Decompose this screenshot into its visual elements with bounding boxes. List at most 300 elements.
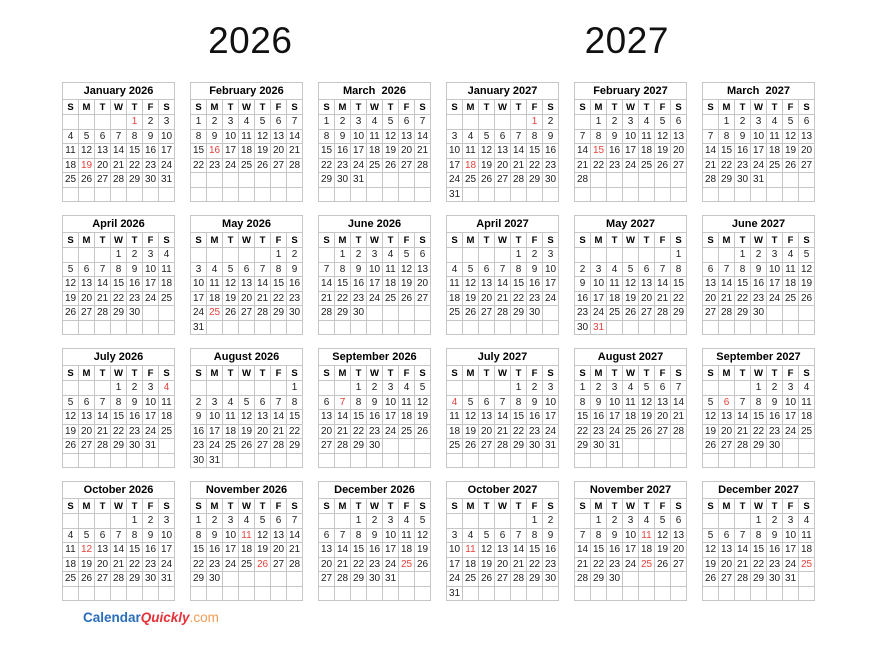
day-cell: 28: [703, 173, 719, 188]
day-cell: 1: [575, 381, 591, 396]
empty-day-cell: [95, 187, 111, 202]
empty-day-cell: [191, 248, 207, 263]
empty-day-cell: [111, 187, 127, 202]
day-cell: 19: [783, 144, 799, 159]
weekday-header: F: [399, 233, 415, 248]
day-cell: 17: [351, 144, 367, 159]
day-cell: 5: [255, 514, 271, 529]
day-cell: 17: [143, 410, 159, 425]
day-cell: 10: [223, 528, 239, 543]
empty-day-cell: [719, 381, 735, 396]
day-cell: 8: [719, 129, 735, 144]
day-cell: 26: [463, 439, 479, 454]
day-cell: 28: [575, 572, 591, 587]
weekday-header: T: [735, 366, 751, 381]
day-cell: 1: [671, 248, 687, 263]
empty-day-cell: [111, 320, 127, 335]
month-title-october-2027: October 2027: [447, 482, 559, 499]
day-cell: 1: [287, 381, 303, 396]
day-cell: 7: [671, 381, 687, 396]
empty-day-cell: [415, 439, 431, 454]
day-cell: 19: [63, 291, 79, 306]
day-cell: 23: [287, 291, 303, 306]
day-cell: 13: [655, 395, 671, 410]
day-cell: 26: [623, 306, 639, 321]
empty-day-cell: [79, 586, 95, 601]
day-cell: 20: [239, 291, 255, 306]
empty-day-cell: [495, 453, 511, 468]
day-cell: 24: [191, 306, 207, 321]
day-cell: 5: [415, 514, 431, 529]
empty-day-cell: [703, 187, 719, 202]
holiday-day-cell: 25: [399, 557, 415, 572]
day-cell: 24: [783, 557, 799, 572]
day-cell: 17: [783, 410, 799, 425]
day-cell: 2: [575, 262, 591, 277]
day-cell: 30: [287, 306, 303, 321]
empty-day-cell: [255, 586, 271, 601]
holiday-day-cell: 16: [207, 144, 223, 159]
day-cell: 10: [783, 395, 799, 410]
day-cell: 19: [639, 410, 655, 425]
day-cell: 22: [719, 158, 735, 173]
weekday-header: F: [271, 233, 287, 248]
day-cell: 8: [591, 528, 607, 543]
holiday-day-cell: 31: [591, 320, 607, 335]
empty-day-cell: [479, 187, 495, 202]
day-cell: 8: [111, 262, 127, 277]
empty-day-cell: [751, 453, 767, 468]
empty-day-cell: [223, 572, 239, 587]
weekday-header: T: [479, 499, 495, 514]
day-cell: 22: [591, 158, 607, 173]
day-cell: 29: [671, 306, 687, 321]
day-cell: 17: [367, 277, 383, 292]
empty-day-cell: [639, 586, 655, 601]
day-cell: 27: [719, 572, 735, 587]
empty-day-cell: [799, 173, 815, 188]
month-title-april-2027: April 2027: [447, 216, 559, 233]
empty-day-cell: [799, 572, 815, 587]
day-cell: 6: [703, 262, 719, 277]
day-cell: 7: [495, 395, 511, 410]
day-cell: 14: [415, 129, 431, 144]
weekday-header: F: [783, 233, 799, 248]
day-cell: 14: [287, 528, 303, 543]
day-cell: 21: [511, 158, 527, 173]
day-cell: 18: [63, 158, 79, 173]
weekday-header: S: [319, 499, 335, 514]
day-cell: 3: [159, 115, 175, 130]
day-cell: 5: [703, 528, 719, 543]
day-cell: 9: [591, 395, 607, 410]
day-cell: 7: [95, 262, 111, 277]
empty-day-cell: [575, 248, 591, 263]
day-cell: 23: [367, 557, 383, 572]
day-cell: 21: [271, 424, 287, 439]
weekday-header: W: [367, 366, 383, 381]
day-cell: 16: [735, 144, 751, 159]
empty-day-cell: [367, 173, 383, 188]
day-cell: 30: [127, 439, 143, 454]
day-cell: 10: [607, 395, 623, 410]
day-cell: 15: [575, 410, 591, 425]
empty-day-cell: [127, 453, 143, 468]
year-title-2026: 2026: [208, 20, 293, 61]
day-cell: 17: [383, 543, 399, 558]
empty-day-cell: [463, 514, 479, 529]
empty-day-cell: [415, 320, 431, 335]
empty-day-cell: [607, 453, 623, 468]
day-cell: 16: [191, 424, 207, 439]
day-cell: 10: [543, 262, 559, 277]
day-cell: 19: [703, 424, 719, 439]
day-cell: 13: [495, 543, 511, 558]
holiday-day-cell: 4: [447, 395, 463, 410]
day-cell: 9: [143, 129, 159, 144]
weekday-header: T: [255, 233, 271, 248]
day-cell: 2: [527, 381, 543, 396]
empty-day-cell: [463, 320, 479, 335]
day-cell: 21: [655, 291, 671, 306]
day-cell: 19: [63, 424, 79, 439]
day-cell: 7: [719, 262, 735, 277]
day-cell: 27: [239, 306, 255, 321]
day-cell: 30: [575, 320, 591, 335]
day-cell: 21: [335, 424, 351, 439]
day-cell: 6: [271, 115, 287, 130]
day-cell: 1: [351, 514, 367, 529]
day-cell: 11: [607, 277, 623, 292]
day-cell: 29: [111, 306, 127, 321]
month-table-february-2027: [574, 82, 687, 202]
day-cell: 18: [223, 424, 239, 439]
day-cell: 29: [719, 173, 735, 188]
day-cell: 31: [159, 173, 175, 188]
day-cell: 16: [143, 543, 159, 558]
empty-day-cell: [447, 514, 463, 529]
day-cell: 18: [63, 557, 79, 572]
day-cell: 30: [127, 306, 143, 321]
day-cell: 4: [447, 262, 463, 277]
day-cell: 20: [671, 543, 687, 558]
month-title-october-2026: October 2026: [63, 482, 175, 499]
day-cell: 16: [367, 543, 383, 558]
day-cell: 8: [671, 262, 687, 277]
day-cell: 3: [383, 514, 399, 529]
month-title-april-2026: April 2026: [63, 216, 175, 233]
weekday-header: S: [415, 233, 431, 248]
weekday-header: T: [95, 100, 111, 115]
day-cell: 28: [575, 173, 591, 188]
weekday-header: S: [671, 100, 687, 115]
day-cell: 14: [95, 410, 111, 425]
empty-day-cell: [543, 586, 559, 601]
day-cell: 21: [719, 291, 735, 306]
weekday-header: W: [367, 233, 383, 248]
empty-day-cell: [783, 320, 799, 335]
month-table-november-2027: [574, 481, 687, 601]
day-cell: 14: [319, 277, 335, 292]
day-cell: 3: [223, 115, 239, 130]
month-title-june-2026: June 2026: [319, 216, 431, 233]
weekday-header: W: [623, 366, 639, 381]
day-cell: 22: [319, 158, 335, 173]
empty-day-cell: [319, 453, 335, 468]
day-cell: 13: [479, 410, 495, 425]
empty-day-cell: [63, 381, 79, 396]
empty-day-cell: [639, 173, 655, 188]
day-cell: 19: [463, 291, 479, 306]
empty-day-cell: [383, 173, 399, 188]
weekday-header: S: [63, 366, 79, 381]
calendar-grid: [62, 82, 815, 601]
empty-day-cell: [703, 248, 719, 263]
day-cell: 7: [511, 528, 527, 543]
empty-day-cell: [527, 586, 543, 601]
brand-quickly-text: Quickly: [140, 610, 190, 625]
day-cell: 1: [751, 514, 767, 529]
month-title-november-2026: November 2026: [191, 482, 303, 499]
empty-day-cell: [399, 187, 415, 202]
day-cell: 30: [607, 572, 623, 587]
day-cell: 9: [767, 528, 783, 543]
day-cell: 14: [671, 395, 687, 410]
day-cell: 21: [319, 291, 335, 306]
empty-day-cell: [159, 453, 175, 468]
day-cell: 1: [335, 248, 351, 263]
day-cell: 6: [319, 528, 335, 543]
day-cell: 19: [479, 557, 495, 572]
day-cell: 14: [511, 144, 527, 159]
day-cell: 14: [655, 277, 671, 292]
day-cell: 22: [751, 557, 767, 572]
day-cell: 29: [111, 439, 127, 454]
day-cell: 3: [623, 115, 639, 130]
weekday-header: F: [783, 366, 799, 381]
day-cell: 10: [623, 528, 639, 543]
empty-day-cell: [143, 306, 159, 321]
day-cell: 16: [367, 410, 383, 425]
weekday-header: T: [639, 233, 655, 248]
empty-day-cell: [543, 453, 559, 468]
day-cell: 4: [63, 528, 79, 543]
day-cell: 30: [543, 572, 559, 587]
weekday-header: M: [591, 233, 607, 248]
day-cell: 28: [287, 158, 303, 173]
day-cell: 20: [271, 144, 287, 159]
empty-day-cell: [767, 453, 783, 468]
day-cell: 5: [655, 514, 671, 529]
empty-day-cell: [335, 187, 351, 202]
day-cell: 12: [255, 528, 271, 543]
empty-day-cell: [271, 572, 287, 587]
day-cell: 9: [351, 262, 367, 277]
day-cell: 18: [639, 144, 655, 159]
month-table-october-2027: [446, 481, 559, 601]
day-cell: 27: [95, 173, 111, 188]
day-cell: 18: [159, 410, 175, 425]
day-cell: 26: [63, 439, 79, 454]
day-cell: 12: [399, 262, 415, 277]
weekday-header: W: [751, 366, 767, 381]
empty-day-cell: [63, 320, 79, 335]
day-cell: 8: [191, 528, 207, 543]
empty-day-cell: [255, 320, 271, 335]
empty-day-cell: [671, 439, 687, 454]
day-cell: 11: [399, 528, 415, 543]
day-cell: 29: [575, 439, 591, 454]
day-cell: 2: [351, 248, 367, 263]
empty-day-cell: [207, 248, 223, 263]
day-cell: 15: [671, 277, 687, 292]
day-cell: 4: [399, 381, 415, 396]
day-cell: 24: [591, 306, 607, 321]
empty-day-cell: [735, 381, 751, 396]
day-cell: 18: [399, 543, 415, 558]
day-cell: 5: [383, 115, 399, 130]
empty-day-cell: [319, 248, 335, 263]
weekday-header: F: [527, 100, 543, 115]
day-cell: 21: [287, 543, 303, 558]
day-cell: 17: [159, 543, 175, 558]
empty-day-cell: [239, 586, 255, 601]
day-cell: 20: [479, 291, 495, 306]
empty-day-cell: [191, 187, 207, 202]
day-cell: 13: [271, 129, 287, 144]
empty-day-cell: [671, 173, 687, 188]
day-cell: 12: [415, 395, 431, 410]
day-cell: 19: [239, 424, 255, 439]
empty-day-cell: [223, 453, 239, 468]
day-cell: 26: [399, 291, 415, 306]
weekday-header: S: [799, 100, 815, 115]
weekday-header: S: [703, 100, 719, 115]
day-cell: 15: [511, 277, 527, 292]
day-cell: 22: [591, 557, 607, 572]
empty-day-cell: [639, 453, 655, 468]
day-cell: 28: [271, 439, 287, 454]
day-cell: 10: [447, 543, 463, 558]
day-cell: 1: [591, 514, 607, 529]
empty-day-cell: [463, 586, 479, 601]
day-cell: 6: [799, 115, 815, 130]
weekday-header: T: [607, 233, 623, 248]
weekday-header: S: [799, 233, 815, 248]
day-cell: 16: [335, 144, 351, 159]
day-cell: 7: [111, 528, 127, 543]
empty-day-cell: [79, 320, 95, 335]
day-cell: 19: [655, 144, 671, 159]
day-cell: 19: [703, 557, 719, 572]
empty-day-cell: [783, 173, 799, 188]
day-cell: 27: [655, 424, 671, 439]
day-cell: 9: [543, 528, 559, 543]
day-cell: 2: [591, 381, 607, 396]
day-cell: 15: [191, 543, 207, 558]
day-cell: 22: [191, 158, 207, 173]
empty-day-cell: [79, 453, 95, 468]
empty-day-cell: [591, 173, 607, 188]
day-cell: 12: [415, 528, 431, 543]
year-title-2027: 2027: [584, 20, 669, 61]
day-cell: 30: [527, 439, 543, 454]
day-cell: 13: [479, 277, 495, 292]
day-cell: 21: [495, 424, 511, 439]
day-cell: 23: [143, 557, 159, 572]
weekday-header: W: [751, 499, 767, 514]
empty-day-cell: [79, 514, 95, 529]
weekday-header: S: [799, 499, 815, 514]
day-cell: 30: [143, 173, 159, 188]
weekday-header: T: [735, 100, 751, 115]
day-cell: 5: [79, 528, 95, 543]
day-cell: 12: [479, 144, 495, 159]
day-cell: 27: [479, 439, 495, 454]
day-cell: 2: [543, 514, 559, 529]
day-cell: 16: [127, 277, 143, 292]
day-cell: 28: [335, 439, 351, 454]
day-cell: 23: [207, 557, 223, 572]
day-cell: 14: [255, 277, 271, 292]
month-table-december-2026: [318, 481, 431, 601]
empty-day-cell: [607, 586, 623, 601]
day-cell: 3: [447, 129, 463, 144]
day-cell: 19: [223, 291, 239, 306]
day-cell: 12: [799, 262, 815, 277]
day-cell: 26: [415, 557, 431, 572]
day-cell: 14: [111, 543, 127, 558]
empty-day-cell: [95, 453, 111, 468]
day-cell: 6: [271, 514, 287, 529]
empty-day-cell: [527, 187, 543, 202]
day-cell: 21: [575, 557, 591, 572]
day-cell: 23: [127, 424, 143, 439]
empty-day-cell: [63, 586, 79, 601]
empty-day-cell: [591, 453, 607, 468]
day-cell: 16: [207, 543, 223, 558]
day-cell: 18: [463, 557, 479, 572]
empty-day-cell: [415, 173, 431, 188]
weekday-header: T: [127, 499, 143, 514]
empty-day-cell: [223, 173, 239, 188]
day-cell: 11: [623, 395, 639, 410]
footer-logo-link[interactable]: [83, 610, 219, 625]
day-cell: 24: [543, 291, 559, 306]
day-cell: 6: [479, 262, 495, 277]
weekday-header: S: [159, 499, 175, 514]
weekday-header: S: [63, 233, 79, 248]
day-cell: 3: [591, 262, 607, 277]
empty-day-cell: [479, 248, 495, 263]
empty-day-cell: [575, 453, 591, 468]
empty-day-cell: [767, 173, 783, 188]
day-cell: 29: [511, 306, 527, 321]
day-cell: 12: [79, 144, 95, 159]
empty-day-cell: [399, 320, 415, 335]
weekday-header: W: [367, 499, 383, 514]
day-cell: 18: [239, 144, 255, 159]
weekday-header: F: [655, 100, 671, 115]
day-cell: 29: [527, 173, 543, 188]
day-cell: 8: [751, 395, 767, 410]
weekday-header: F: [271, 100, 287, 115]
empty-day-cell: [351, 453, 367, 468]
weekday-header: T: [767, 100, 783, 115]
day-cell: 26: [479, 173, 495, 188]
empty-day-cell: [415, 572, 431, 587]
day-cell: 1: [735, 248, 751, 263]
